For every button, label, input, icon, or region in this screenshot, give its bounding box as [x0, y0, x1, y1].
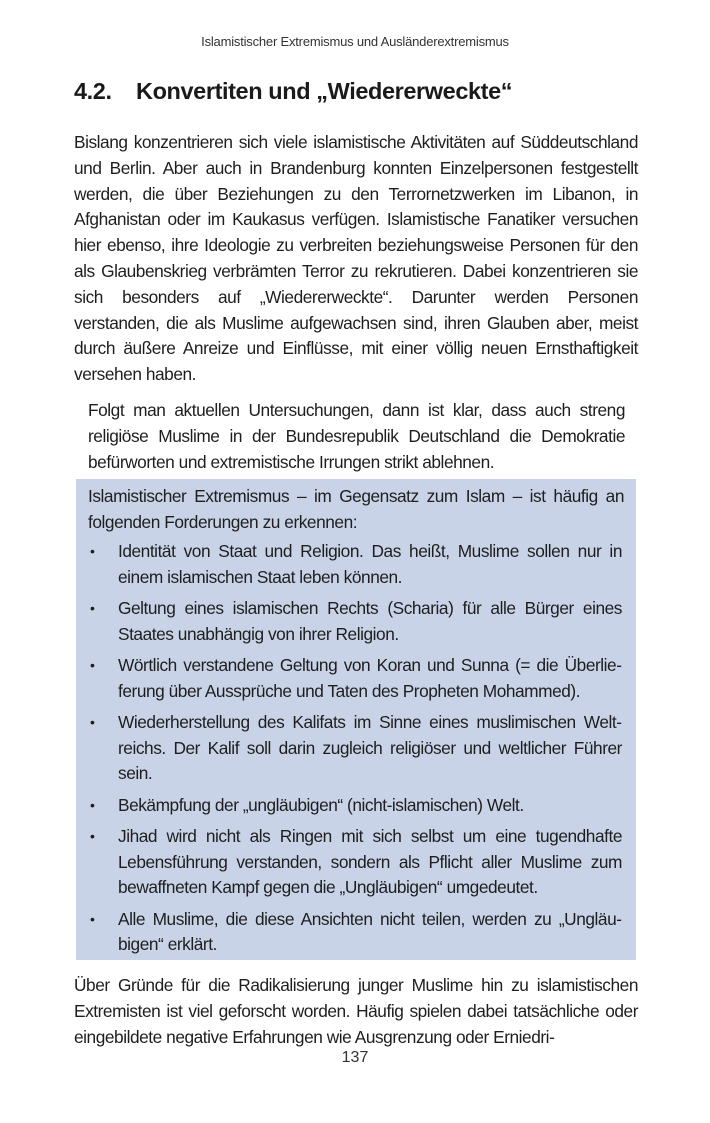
list-item-text: Geltung eines islamischen Rechts (Scharia) für alle Bürger eines Staates unabhängig von ihrer Religion.: [118, 598, 622, 644]
list-item-text: Bekämpfung der „ungläubigen“ (nicht-islamischen) Welt.: [118, 794, 524, 815]
list-item-text: Wörtlich verstandene Geltung von Koran und Sunna (= die Überlieferung über Aussprüche und Taten des Propheten Mohammed).: [118, 655, 622, 701]
list-item: [88, 653, 624, 704]
section-number: 4.2.: [74, 78, 112, 104]
bullet-icon: •: [90, 828, 95, 844]
list-item: [88, 793, 624, 819]
bullet-icon: •: [90, 543, 95, 559]
section-heading: [74, 78, 512, 105]
intro-paragraph: Bislang konzentrieren sich viele islamistische Aktivitäten auf Süddeutschland und Berlin. Aber auch in Brandenburg konnten Einzelpersonen festgestellt werden, die über Beziehungen zu den Terrornetzwerken im Libanon, in Afghanistan oder im Kaukasus verfügen. Islamistische Fanatiker versuchen hier ebenso, ihre Ideologie zu verbreiten beziehungsweise Personen für den als Glaubenskrieg verbrämten Terror zu rekrutieren. Dabei konzentrieren sie sich besonders auf „Wiedererweckte“. Darunter werden Personen verstanden, die als Muslime aufgewachsen sind, ihren Glauben aber, meist durch äußere Anreize und Einflüsse, mit einer völlig neuen Ernsthaftigkeit versehen haben.: [74, 132, 638, 385]
list-item-text: Jihad wird nicht als Ringen mit sich selbst um eine tugendhafte Lebensführung verstanden, sondern als Pflicht aller Muslime zum bewaffneten Kampf gegen die „Ungläubigen“ umgedeutet.: [118, 826, 622, 897]
quote-paragraph: Folgt man aktuellen Untersuchungen, dann ist klar, dass auch streng religiöse Muslime in der Bundesrepublik Deutschland die Demokratie befürworten und extremistische Irrungen strikt ablehnen.: [88, 400, 625, 472]
list-item: [88, 596, 624, 647]
bullet-icon: •: [90, 714, 95, 730]
list-item: [88, 710, 624, 787]
section-title: Konvertiten und „Wiedererweckte“: [136, 78, 513, 104]
bullet-icon: •: [90, 657, 95, 673]
list-item: [88, 907, 624, 958]
list-item: [88, 824, 624, 901]
running-header: Islamistischer Extremismus und Ausländerextremismus: [201, 34, 509, 49]
list-item: [88, 539, 624, 590]
bullet-icon: •: [90, 910, 95, 927]
page-number: 137: [341, 1049, 369, 1066]
bullet-icon: •: [90, 796, 95, 813]
demands-list: [88, 539, 624, 958]
infobox: [76, 479, 636, 960]
list-item-text: Alle Muslime, die diese Ansichten nicht teilen, werden zu „Ungläubigen“ erklärt.: [118, 908, 622, 954]
list-item-text: Identität von Staat und Religion. Das heißt, Muslime sollen nur in einem islamischen Staat leben können.: [118, 541, 622, 587]
bullet-icon: •: [90, 600, 95, 616]
infobox-intro: Islamistischer Extremismus – im Gegensatz zum Islam – ist häufig an folgenden Forderungen zu erkennen:: [88, 486, 624, 532]
outro-paragraph: Über Gründe für die Radikalisierung junger Muslime hin zu islamistischen Extremisten ist viel geforscht worden. Häufig spielen dabei tatsächliche oder eingebildete negative Erfahrungen wie Ausgrenzung oder Erniedri-: [74, 975, 638, 1047]
list-item-text: Wiederherstellung des Kalifats im Sinne eines muslimischen Weltreichs. Der Kalif soll darin zugleich religiöser und weltlicher Führer sein.: [118, 712, 622, 783]
